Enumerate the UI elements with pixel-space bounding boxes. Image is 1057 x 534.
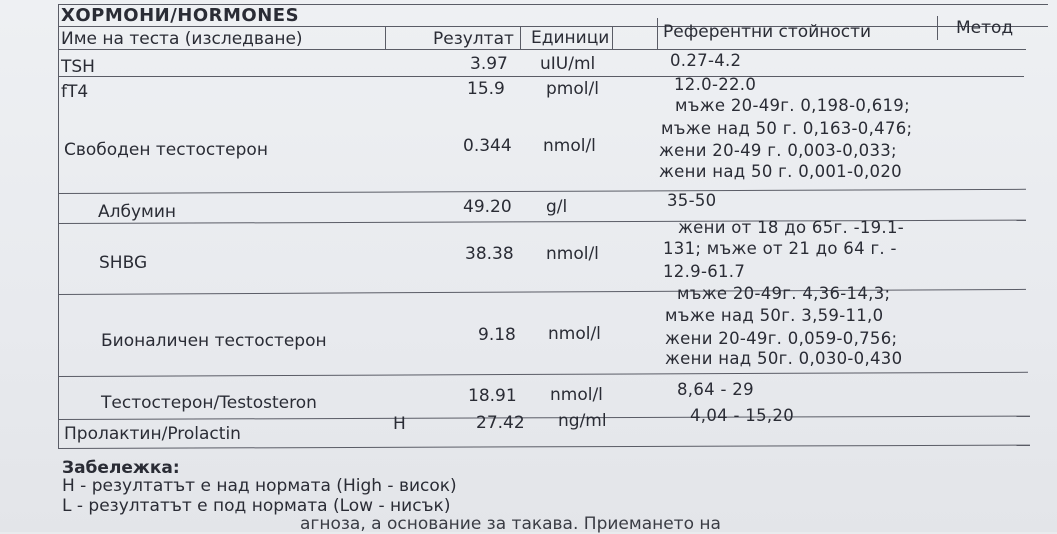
unit-tsh: uIU/ml xyxy=(540,54,596,74)
reference-bioavailable-line2: мъже над 50г. 3,59-11,0 xyxy=(665,306,884,325)
unit-prolactin: ng/ml xyxy=(558,411,607,431)
col-divider-name xyxy=(385,26,386,50)
test-name-albumin: Албумин xyxy=(98,202,177,222)
reference-albumin: 35-50 xyxy=(667,191,717,210)
header-units: Единици xyxy=(531,28,610,48)
col-divider-method xyxy=(937,16,938,40)
result-free-testosterone: 0.344 xyxy=(463,136,512,156)
reference-testosterone: 8,64 - 29 xyxy=(677,380,754,399)
result-tsh: 3.97 xyxy=(470,54,508,74)
left-border xyxy=(58,4,59,449)
result-albumin: 49.20 xyxy=(463,197,512,217)
reference-bioavailable-line1: мъже 20-49г. 4,36-14,3; xyxy=(677,284,891,303)
row-divider-bioavailable xyxy=(58,372,1028,377)
test-name-shbg: SHBG xyxy=(99,253,148,273)
notes-title: Забележка: xyxy=(62,458,180,478)
reference-bioavailable-line3: жени 20-49г. 0,059-0,756; xyxy=(665,329,898,348)
row-divider-tsh xyxy=(58,76,1024,77)
reference-ft4: 12.0-22.0 xyxy=(674,75,757,94)
test-name-prolactin: Пролактин/Prolactin xyxy=(64,424,241,444)
title-divider xyxy=(58,26,1048,27)
reference-shbg-line1: жени от 18 до 65г. -19.1- xyxy=(678,218,905,237)
row-divider-ft4 xyxy=(58,189,1026,194)
col-divider-reference xyxy=(657,18,658,50)
result-testosterone: 18.91 xyxy=(468,386,517,406)
reference-bioavailable-line4: жени над 50г. 0,030-0,430 xyxy=(665,349,903,368)
unit-albumin: g/l xyxy=(546,197,568,217)
row-divider-testosterone xyxy=(58,416,1030,420)
reference-prolactin: 4,04 - 15,20 xyxy=(690,406,795,425)
flag-prolactin: H xyxy=(393,414,406,434)
unit-ft4: pmol/l xyxy=(546,79,599,99)
test-name-bioavailable-testosterone: Бионаличен тестостерон xyxy=(101,331,327,351)
test-name-ft4: fT4 xyxy=(61,82,89,102)
unit-free-testosterone: nmol/l xyxy=(543,136,596,156)
result-ft4: 15.9 xyxy=(467,79,505,99)
col-divider-units xyxy=(612,26,613,50)
unit-shbg: nmol/l xyxy=(546,244,599,264)
header-test-name: Име на теста (изследване) xyxy=(61,29,303,49)
section-title: ХОРМОНИ/HORMONES xyxy=(61,5,300,26)
header-method: Метод xyxy=(956,18,1014,38)
reference-free-testosterone-line3: жени 20-49 г. 0,003-0,033; xyxy=(659,141,897,160)
reference-free-testosterone-line1: мъже 20-49г. 0,198-0,619; xyxy=(675,96,910,115)
result-bioavailable-testosterone: 9.18 xyxy=(478,325,516,345)
reference-tsh: 0.27-4.2 xyxy=(670,51,742,70)
header-result: Резултат xyxy=(433,29,514,49)
note-high: H - резултатът е над нормата (High - висок) xyxy=(62,476,457,496)
header-reference: Референтни стойности xyxy=(663,22,872,42)
reference-shbg-line2: 131; мъже от 21 до 64 г. - xyxy=(663,239,897,258)
header-divider xyxy=(58,49,1026,50)
unit-bioavailable-testosterone: nmol/l xyxy=(548,324,601,344)
result-shbg: 38.38 xyxy=(465,244,514,264)
note-low: L - резултатът е под нормата (Low - нисък) xyxy=(62,496,451,516)
reference-shbg-line3: 12.9-61.7 xyxy=(663,262,746,281)
cut-off-text-line: агноза, а основание за такава. Приемането на xyxy=(300,514,721,534)
reference-free-testosterone-line4: жени над 50 г. 0,001-0,020 xyxy=(659,162,902,181)
test-name-free-testosterone: Свободен тестостерон xyxy=(64,140,268,160)
unit-testosterone: nmol/l xyxy=(550,385,603,405)
result-prolactin: 27.42 xyxy=(476,413,525,433)
test-name-testosterone: Тестостерон/Testosteron xyxy=(101,393,317,413)
table-bottom-border xyxy=(58,445,1030,449)
reference-free-testosterone-line2: мъже над 50 г. 0,163-0,476; xyxy=(661,119,913,138)
col-divider-result xyxy=(520,26,521,50)
test-name-tsh: TSH xyxy=(61,57,95,77)
